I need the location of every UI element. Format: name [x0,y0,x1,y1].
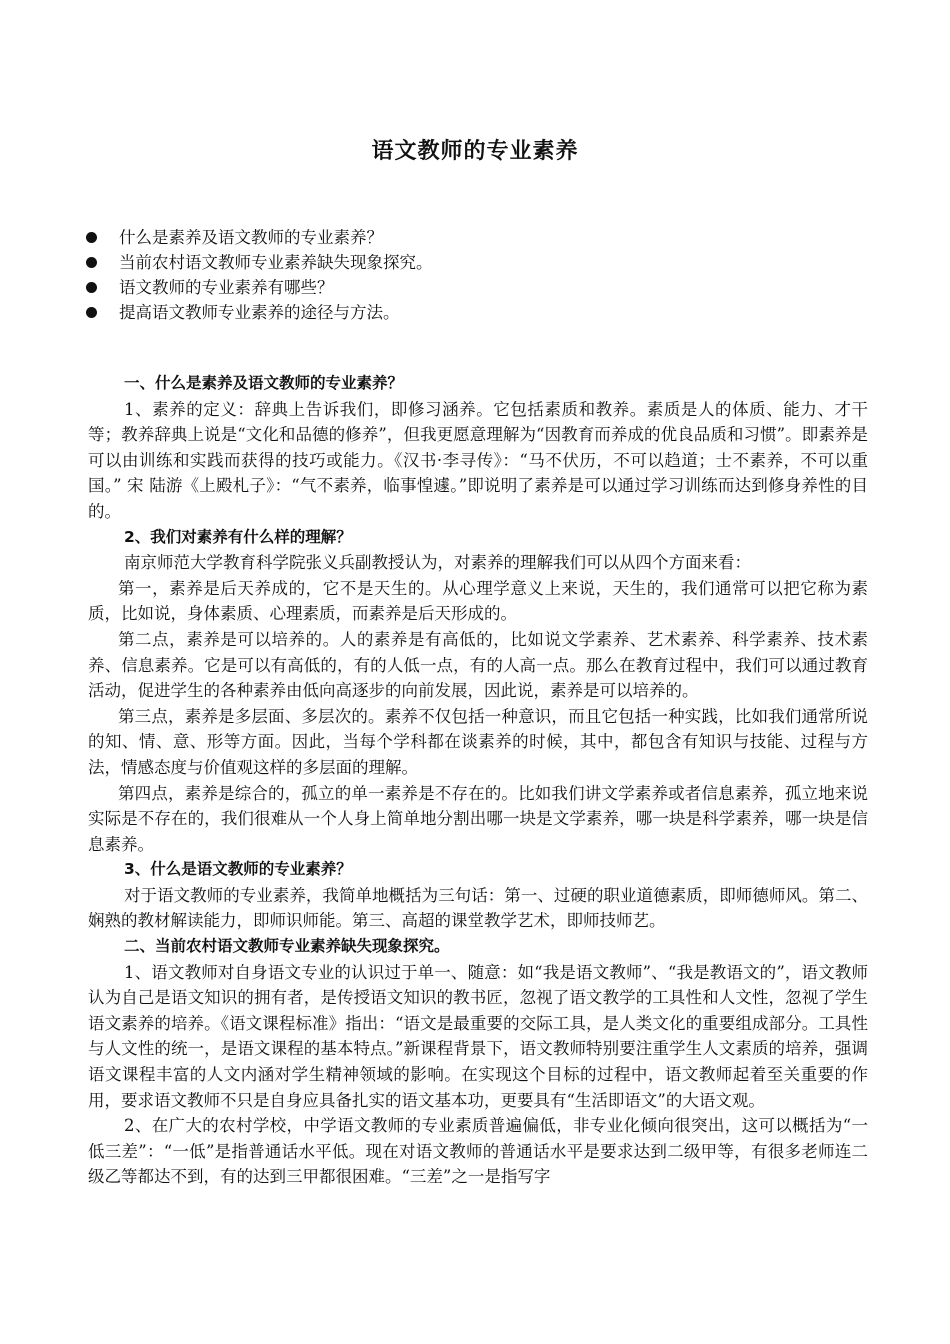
paragraph: 第四点，素养是综合的，孤立的单一素养是不存在的。比如我们讲文学素养或者信息素养，孤立地来说实际是不存在的，我们很难从一个人身上简单地分割出哪一块是文学素养，哪一块是科学素养，哪一块是信息素养。 [88,783,868,854]
outline-item: 提高语文教师专业素养的途径与方法。 [86,300,433,325]
paragraph: 1、语文教师对自身语文专业的认识过于单一、随意：如“我是语文教师”、“我是教语文的”，语文教师认为自己是语文知识的拥有者，是传授语文知识的教书匠，忽视了语文教学的工具性和人文性，忽视了学生语文素养的培养。《语文课程标准》指出：“语文是最重要的交际工具，是人类文化的重要组成部分。工具性与人文性的统一，是语文课程的基本特点。”新课程背景下，语文教师特别要注重学生人文素质的培养，强调语文课程丰富的人文内涵对学生精神领域的影响。在实现这个目标的过程中，语文教师起着至关重要的作用，要求语文教师不只是自身应具备扎实的语文基本功，更要具有“生活即语文”的大语文观。 [88,962,868,1110]
subsection-heading: 3、什么是语文教师的专业素养？ [124,860,352,879]
bullet-icon [86,232,97,243]
bullet-icon [86,282,97,293]
bullet-icon [86,307,97,318]
outline-item: 当前农村语文教师专业素养缺失现象探究。 [86,250,433,275]
paragraph: 第二点，素养是可以培养的。人的素养是有高低的，比如说文学素养、艺术素养、科学素养、技术素养、信息素养。它是可以有高低的，有的人低一点，有的人高一点。那么在教育过程中，我们可以通过教育活动，促进学生的各种素养由低向高逐步的向前发展，因此说，素养是可以培养的。 [88,629,868,701]
paragraph: 对于语文教师的专业素养，我简单地概括为三句话：第一、过硬的职业道德素质，即师德师风。第二、娴熟的教材解读能力，即师识师能。第三、高超的课堂教学艺术，即师技师艺。 [88,885,868,931]
paragraph: 第三点，素养是多层面、多层次的。素养不仅包括一种意识，而且它包括一种实践，比如我们通常所说的知、情、意、形等方面。因此，当每个学科都在谈素养的时候，其中，都包含有知识与技能、过程与方法，情感态度与价值观这样的多层面的理解。 [88,706,868,777]
document-title: 语文教师的专业素养 [371,139,579,164]
paragraph: 第一，素养是后天养成的，它不是天生的。从心理学意义上来说，天生的，我们通常可以把它称为素质，比如说，身体素质、心理素质，而素养是后天形成的。 [88,578,868,624]
outline-list [86,225,433,325]
paragraph: 2、在广大的农村学校，中学语文教师的专业素质普遍偏低，非专业化倾向很突出，这可以概括为“一低三差”：“一低”是指普通话水平低。现在对语文教师的普通话水平是要求达到二级甲等，有很多老师连二级乙等都达不到，有的达到三甲都很困难。“三差”之一是指写字 [88,1116,868,1187]
section-heading: 二、当前农村语文教师专业素养缺失现象探究。 [124,937,450,956]
paragraph: 1、素养的定义：辞典上告诉我们，即修习涵养。它包括素质和教养。素质是人的体质、能力、才干等；教养辞典上说是“文化和品德的修养”，但我更愿意理解为“因教育而养成的优良品质和习惯”。即素养是可以由训练和实践而获得的技巧或能力。《汉书·李寻传》：“马不伏历，不可以趋道；士不素养，不可以重国。” 宋 陆游《上殿札子》：“气不素养，临事惶遽。”即说明了素养是可以通过学习训练而达到修身养性的目的。 [88,399,868,521]
outline-item: 语文教师的专业素养有哪些？ [86,275,433,300]
section-heading: 一、什么是素养及语文教师的专业素养？ [124,374,404,392]
paragraph: 南京师范大学教育科学院张义兵副教授认为，对素养的理解我们可以从四个方面来看： [124,553,751,573]
outline-item: 什么是素养及语文教师的专业素养？ [86,225,433,250]
subsection-heading: 2、我们对素养有什么样的理解？ [124,527,352,546]
bullet-icon [86,257,97,268]
document-body [88,371,868,1190]
